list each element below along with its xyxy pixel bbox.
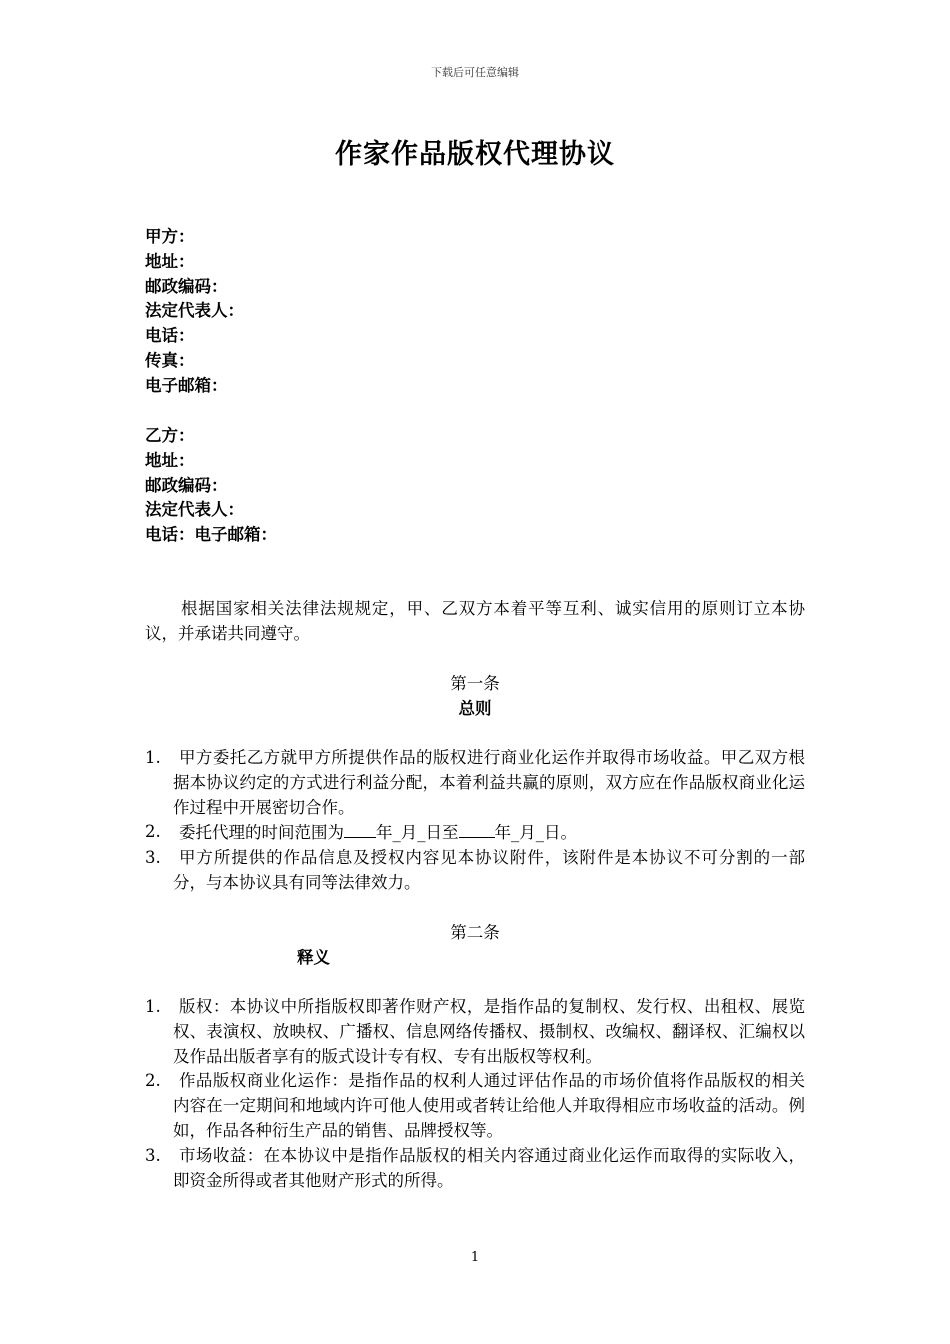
clause-number: 2. xyxy=(145,822,161,842)
list-item xyxy=(145,1144,805,1194)
list-item xyxy=(145,846,805,896)
clause-number: 1. xyxy=(145,997,161,1016)
clause-number: 2. xyxy=(145,1071,161,1091)
clause-text-part: 委托代理的时间范围为 xyxy=(179,823,344,843)
list-item xyxy=(145,1069,805,1143)
section-1-subtitle: 总则 xyxy=(458,699,492,718)
clause-text: 市场收益：在本协议中是指作品版权的相关内容通过商业化运作而取得的实际收入，即资金所得或者其他财产形式的所得。 xyxy=(173,1145,805,1190)
section-2-heading: 第二条 xyxy=(450,923,500,942)
clause-number: 3. xyxy=(145,848,161,868)
party-a-address-label: 地址： xyxy=(145,251,195,271)
list-item xyxy=(145,746,805,820)
clause-text: 作品版权商业化运作：是指作品的权利人通过评估作品的市场价值将作品版权的相关内容在一定期间和地域内许可他人使用或者转让给他人并取得相应市场收益的活动。例如，作品各种衍生产品的销售、品牌授权等。 xyxy=(173,1071,805,1140)
section-1-heading: 第一条 xyxy=(450,674,500,693)
party-b-phone-email-label: 电话：电子邮箱： xyxy=(145,525,277,545)
fill-blank xyxy=(344,820,376,838)
party-a-phone-label: 电话： xyxy=(145,326,195,346)
party-b-address-label: 地址： xyxy=(145,450,195,470)
clause-number: 1. xyxy=(145,748,161,767)
list-item xyxy=(145,820,805,846)
party-a-fax-label: 传真： xyxy=(145,350,195,370)
clause-text: 甲方委托乙方就甲方所提供作品的版权进行商业化运作并取得市场收益。甲乙双方根据本协议约定的方式进行利益分配，本着利益共赢的原则，双方应在作品版权商业化运作过程中开展密切合作。 xyxy=(173,748,805,817)
section-1-clauses xyxy=(145,746,805,896)
clause-text: 甲方所提供的作品信息及授权内容见本协议附件，该附件是本协议不可分割的一部分，与本协议具有同等法律效力。 xyxy=(173,848,805,892)
party-a-representative-label: 法定代表人： xyxy=(145,301,244,321)
intro-paragraph: 根据国家相关法律法规规定，甲、乙双方本着平等互利、诚实信用的原则订立本协议，并承诺共同遵守。 xyxy=(145,599,805,643)
fill-blank xyxy=(459,820,495,838)
clause-text xyxy=(173,820,805,846)
header-note: 下载后可任意编辑 xyxy=(431,66,519,79)
section-2-subtitle: 释义 xyxy=(297,948,330,967)
party-b-name-label: 乙方： xyxy=(145,426,195,445)
party-b-representative-label: 法定代表人： xyxy=(145,500,244,520)
page-number: 1 xyxy=(470,1250,480,1265)
party-a-info xyxy=(145,225,244,399)
clause-text: 版权：本协议中所指版权即著作财产权，是指作品的复制权、发行权、出租权、展览权、表演权、放映权、广播权、信息网络传播权、摄制权、改编权、翻译权、汇编权以及作品出版者享有的版式设计专有权、专有出版权等权利。 xyxy=(173,997,805,1066)
document-title: 作家作品版权代理协议 xyxy=(335,139,615,170)
party-a-name-label: 甲方： xyxy=(145,227,195,246)
section-2-clauses xyxy=(145,995,805,1193)
clause-number: 3. xyxy=(145,1145,161,1165)
party-a-email-label: 电子邮箱： xyxy=(145,375,228,395)
clause-text-part: 年_月_日。 xyxy=(494,823,577,843)
list-item xyxy=(145,995,805,1069)
party-a-postcode-label: 邮政编码： xyxy=(145,276,228,296)
party-b-info xyxy=(145,424,277,548)
party-b-postcode-label: 邮政编码： xyxy=(145,475,228,495)
clause-text-part: 年_月_日至 xyxy=(376,823,459,843)
